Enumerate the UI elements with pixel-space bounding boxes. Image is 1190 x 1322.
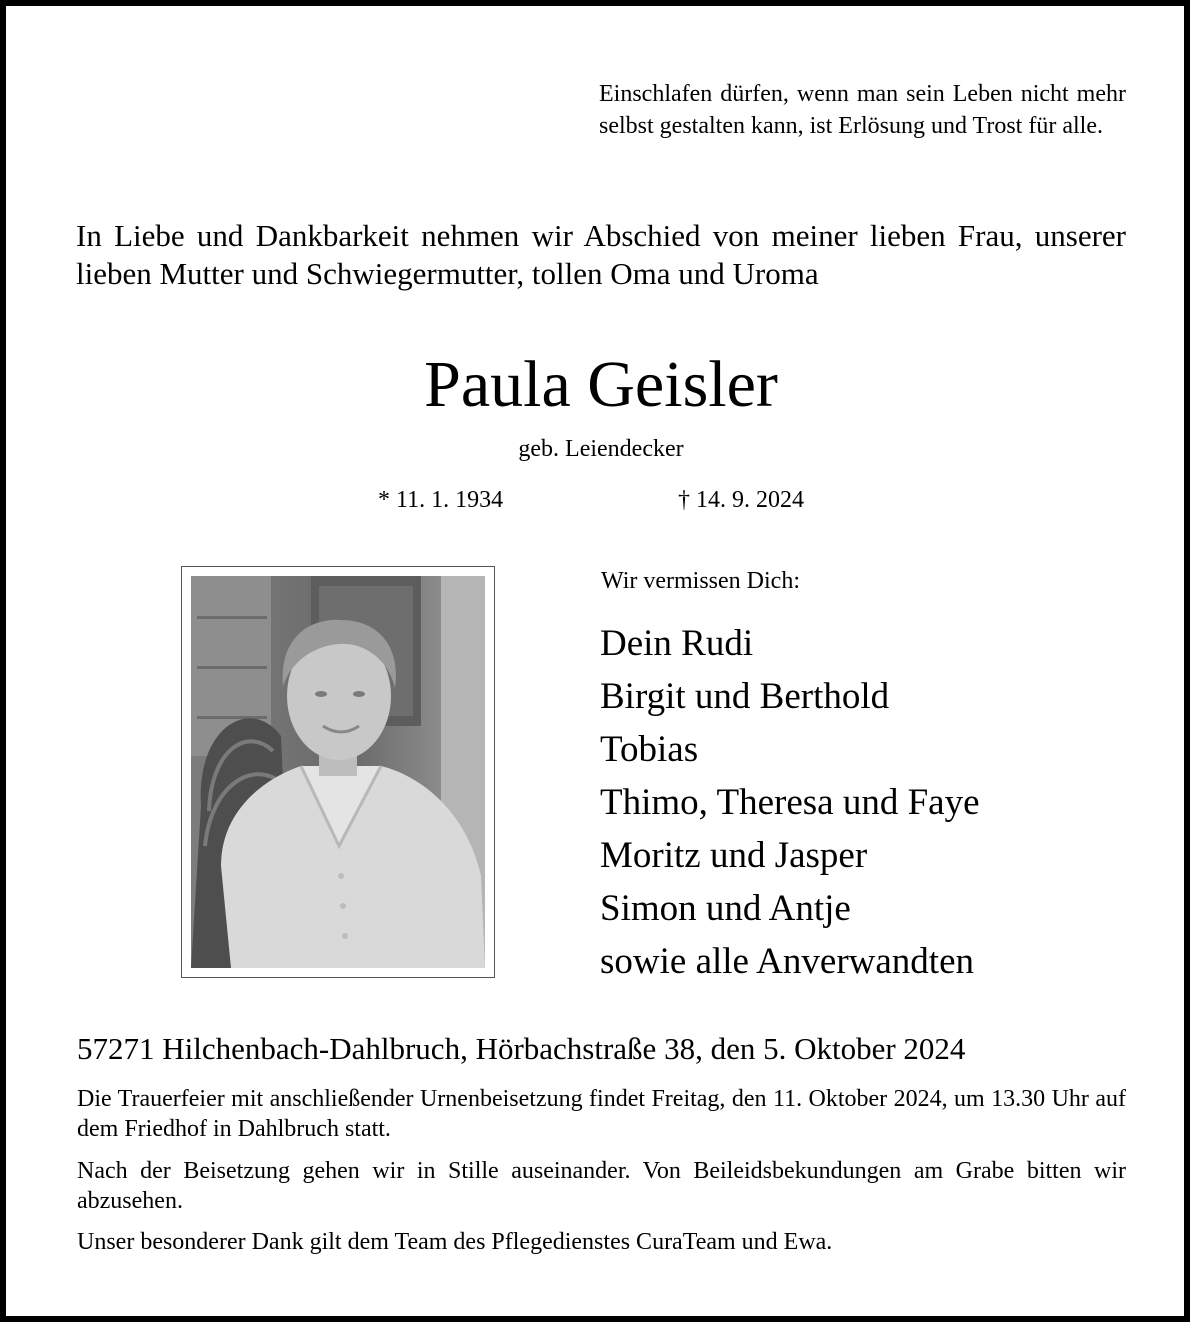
family-list <box>600 617 980 988</box>
thanks-note: Unser besonderer Dank gilt dem Team des Pflegedienstes CuraTeam und Ewa. <box>77 1229 833 1255</box>
deceased-name: Paula Geisler <box>424 348 778 421</box>
funeral-info: Die Trauerfeier mit anschließender Urnenbeisetzung findet Freitag, den 11. Oktober 2024, um 13.30 Uhr auf dem Friedhof in Dahlbruch statt. <box>77 1086 1126 1142</box>
place-and-date: 57271 Hilchenbach-Dahlbruch, Hörbachstraße 38, den 5. Oktober 2024 <box>77 1031 966 1066</box>
condolence-note: Nach der Beisetzung gehen wir in Stille auseinander. Von Beileidsbekundungen am Grabe bitten wir abzusehen. <box>77 1158 1126 1214</box>
death-date: † 14. 9. 2024 <box>678 487 804 513</box>
family-member: Tobias <box>600 729 699 770</box>
family-member: Dein Rudi <box>600 623 754 664</box>
photo-frame <box>181 566 495 978</box>
family-member: Simon und Antje <box>600 888 851 929</box>
family-member: sowie alle Anverwandten <box>600 941 974 982</box>
birth-date: * 11. 1. 1934 <box>378 487 504 513</box>
miss-heading: Wir vermissen Dich: <box>601 568 800 594</box>
family-member: Thimo, Theresa und Faye <box>600 782 980 823</box>
intro-text: In Liebe und Dankbarkeit nehmen wir Abschied von meiner lieben Frau, unserer lieben Mutter und Schwiegermutter, tollen Oma und Uroma <box>76 218 1126 291</box>
family-member: Moritz und Jasper <box>600 835 868 876</box>
portrait-photo <box>191 576 485 968</box>
family-member: Birgit und Berthold <box>600 676 890 717</box>
maiden-name: geb. Leiendecker <box>518 436 684 462</box>
motto-quote: Einschlafen dürfen, wenn man sein Leben nicht mehr selbst gestalten kann, ist Erlösung und Trost für alle. <box>599 81 1126 139</box>
